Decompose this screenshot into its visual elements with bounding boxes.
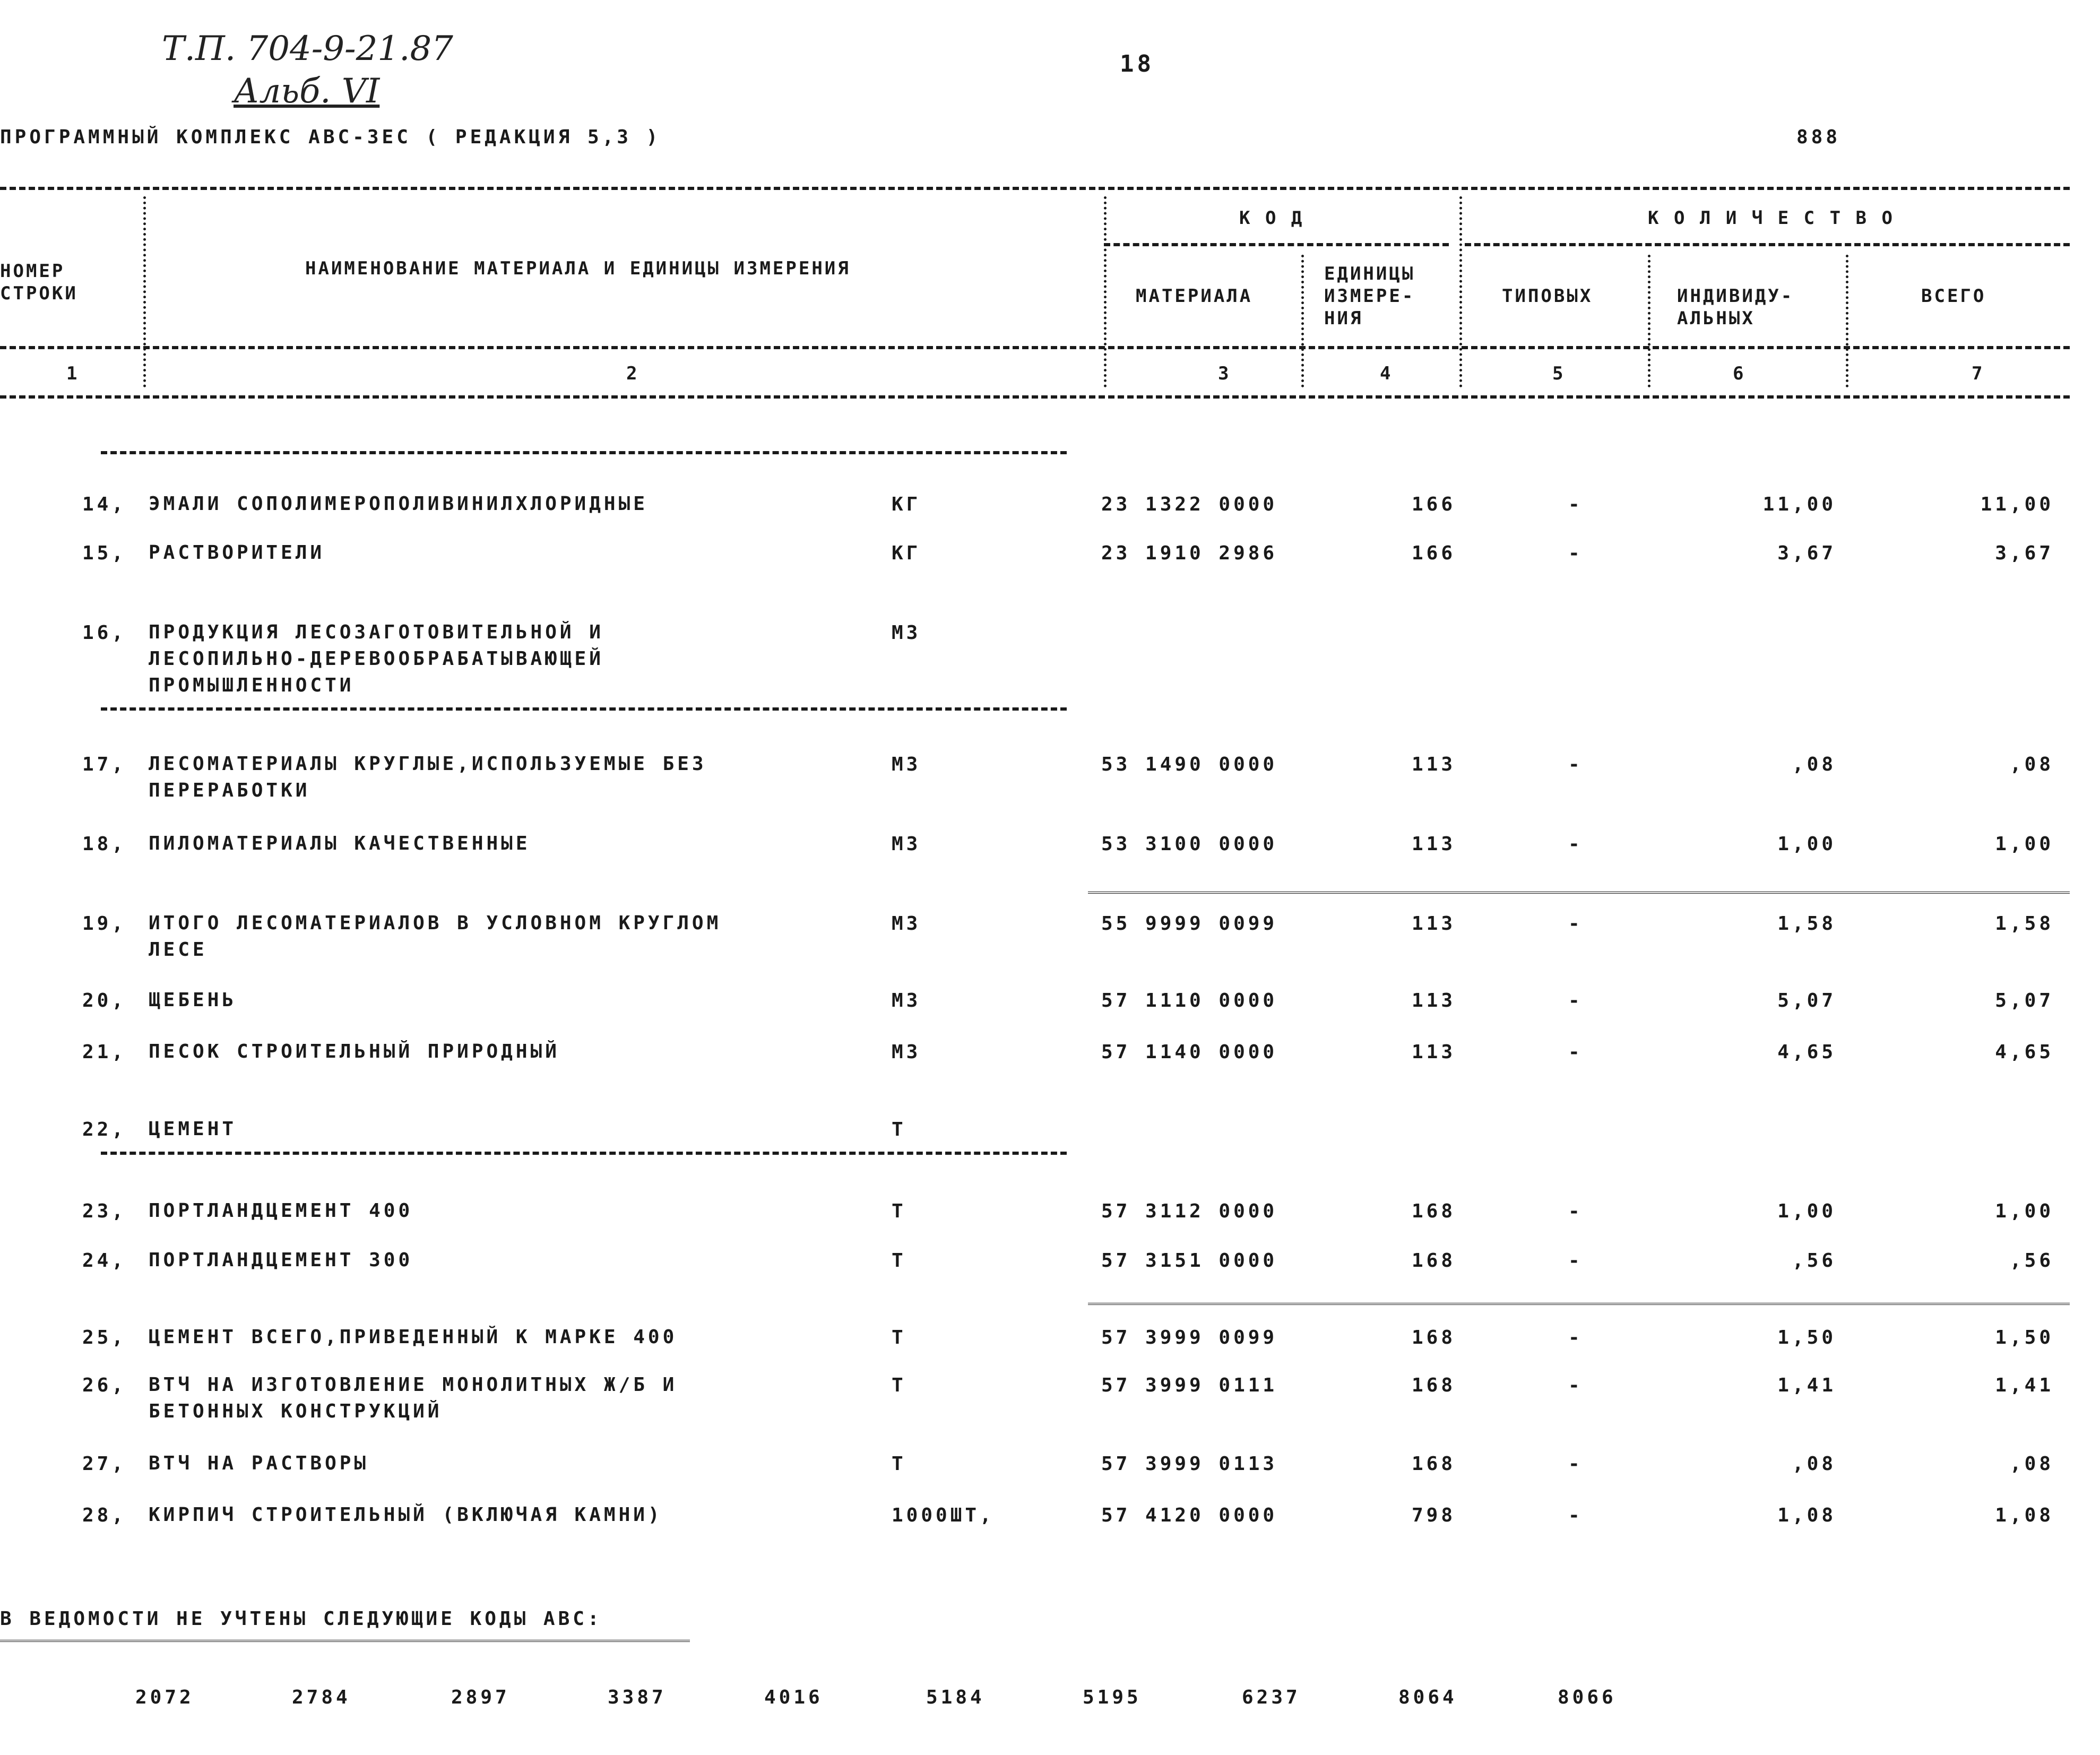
row-qty-typical: - [1568, 833, 1583, 855]
column-divider [1301, 255, 1304, 387]
header-qty-typical: ТИПОВЫХ [1502, 286, 1593, 307]
header-code-group: К О Д [1239, 208, 1304, 229]
handwritten-album-number: Альб. VI [234, 72, 380, 111]
row-qty-total: 1,08 [1995, 1505, 2054, 1526]
row-qty-typical: - [1568, 1374, 1583, 1396]
row-qty-individual: ,08 [1792, 754, 1836, 775]
header-row-number: НОМЕР СТРОКИ [0, 261, 78, 304]
row-unit-code: 113 [1412, 1041, 1456, 1063]
row-qty-individual: 11,00 [1762, 494, 1836, 515]
row-qty-total: 1,00 [1995, 1200, 2054, 1222]
row-material-code: 57 3112 0000 [1101, 1200, 1278, 1222]
row-number: 27, [82, 1453, 127, 1475]
row-qty-individual: 5,07 [1777, 990, 1836, 1011]
header-mid-rule [0, 346, 2070, 349]
row-material-code: 55 9999 0099 [1101, 913, 1278, 935]
row-material-name: ПИЛОМАТЕРИАЛЫ КАЧЕСТВЕННЫЕ [149, 833, 531, 854]
row-material-code: 23 1910 2986 [1101, 542, 1278, 564]
row-qty-individual: 1,58 [1777, 913, 1836, 935]
header-quantity-group: К О Л И Ч Е С Т В О [1648, 208, 1895, 229]
section-separator [101, 707, 1067, 711]
row-material-code: 57 3999 0113 [1101, 1453, 1278, 1475]
row-unit-code: 168 [1412, 1327, 1456, 1348]
row-material-name: ПОРТЛАНДЦЕМЕНТ 300 [149, 1249, 413, 1271]
header-top-rule [0, 187, 2070, 190]
row-unit-code: 798 [1412, 1505, 1456, 1526]
row-unit: М3 [892, 622, 921, 644]
column-divider [1648, 255, 1650, 387]
footer-note-underline [0, 1640, 690, 1645]
row-unit: КГ [892, 494, 921, 515]
row-qty-total: 11,00 [1980, 494, 2054, 515]
skipped-code: 6237 [1242, 1687, 1301, 1708]
row-material-code: 53 3100 0000 [1101, 833, 1278, 855]
row-unit-code: 168 [1412, 1200, 1456, 1222]
header-code-material: МАТЕРИАЛА [1136, 286, 1253, 307]
column-number: 6 [1733, 363, 1746, 384]
row-material-code: 57 3999 0099 [1101, 1327, 1278, 1348]
row-qty-typical: - [1568, 1041, 1583, 1063]
row-unit: М3 [892, 990, 921, 1011]
header-qty-individual: ИНДИВИДУ- АЛЬНЫХ [1677, 286, 1794, 329]
row-qty-typical: - [1568, 494, 1583, 515]
header-bottom-rule [0, 395, 2070, 399]
row-qty-total: 4,65 [1995, 1041, 2054, 1063]
row-unit: Т [892, 1453, 906, 1475]
column-number: 1 [66, 363, 80, 384]
row-unit-code: 113 [1412, 913, 1456, 935]
row-material-name: ЛЕСОМАТЕРИАЛЫ КРУГЛЫЕ,ИСПОЛЬЗУЕМЫЕ БЕЗ ПЕРЕРАБОТКИ [149, 753, 707, 801]
column-number: 7 [1972, 363, 1985, 384]
row-material-name: РАСТВОРИТЕЛИ [149, 542, 325, 564]
row-qty-total: 1,41 [1995, 1374, 2054, 1396]
row-qty-individual: 4,65 [1777, 1041, 1836, 1063]
row-qty-typical: - [1568, 754, 1583, 775]
column-number: 5 [1552, 363, 1566, 384]
row-unit-code: 113 [1412, 990, 1456, 1011]
row-qty-total: 1,00 [1995, 833, 2054, 855]
footer-note: В ВЕДОМОСТИ НЕ УЧТЕНЫ СЛЕДУЮЩИЕ КОДЫ АВС: [0, 1608, 602, 1630]
row-qty-individual: 1,41 [1777, 1374, 1836, 1396]
page-number: 18 [1120, 50, 1154, 77]
row-qty-individual: 1,00 [1777, 1200, 1836, 1222]
row-unit: М3 [892, 754, 921, 775]
skipped-code: 4016 [764, 1687, 823, 1708]
row-material-name: ЦЕМЕНТ ВСЕГО,ПРИВЕДЕННЫЙ К МАРКЕ 400 [149, 1326, 678, 1348]
skipped-code: 2784 [292, 1687, 351, 1708]
row-qty-typical: - [1568, 913, 1583, 935]
row-qty-total: ,08 [2009, 754, 2054, 775]
header-material-name: НАИМЕНОВАНИЕ МАТЕРИАЛА И ЕДИНИЦЫ ИЗМЕРЕНИЯ [305, 258, 851, 279]
row-material-name: ЩЕБЕНЬ [149, 989, 237, 1011]
row-unit-code: 113 [1412, 754, 1456, 775]
row-number: 17, [82, 754, 127, 775]
handwritten-project-number: Т.П. 704-9-21.87 [162, 29, 453, 68]
header-qty-total: ВСЕГО [1921, 286, 1986, 307]
document-code: 888 [1796, 126, 1841, 148]
row-qty-typical: - [1568, 1200, 1583, 1222]
row-material-code: 53 1490 0000 [1101, 754, 1278, 775]
row-qty-total: 1,58 [1995, 913, 2054, 935]
row-unit: М3 [892, 833, 921, 855]
row-qty-individual: 1,08 [1777, 1505, 1836, 1526]
row-number: 20, [82, 990, 127, 1011]
row-qty-typical: - [1568, 542, 1583, 564]
row-unit: КГ [892, 542, 921, 564]
row-unit-code: 168 [1412, 1453, 1456, 1475]
column-divider [1459, 196, 1462, 387]
row-qty-typical: - [1568, 1453, 1583, 1475]
row-material-name: ПЕСОК СТРОИТЕЛЬНЫЙ ПРИРОДНЫЙ [149, 1041, 560, 1062]
row-material-name: ПОРТЛАНДЦЕМЕНТ 400 [149, 1200, 413, 1222]
row-material-name: ЭМАЛИ СОПОЛИМЕРОПОЛИВИНИЛХЛОРИДНЫЕ [149, 493, 648, 515]
column-divider [1846, 255, 1848, 387]
column-number: 2 [626, 363, 639, 384]
row-material-name: КИРПИЧ СТРОИТЕЛЬНЫЙ (ВКЛЮЧАЯ КАМНИ) [149, 1504, 663, 1526]
row-number: 15, [82, 542, 127, 564]
row-qty-total: ,08 [2009, 1453, 2054, 1475]
row-material-code: 57 1140 0000 [1101, 1041, 1278, 1063]
row-number: 22, [82, 1119, 127, 1140]
row-material-code: 23 1322 0000 [1101, 494, 1278, 515]
row-number: 25, [82, 1327, 127, 1348]
skipped-code: 5195 [1083, 1687, 1142, 1708]
row-unit-code: 168 [1412, 1374, 1456, 1396]
row-qty-individual: 1,00 [1777, 833, 1836, 855]
row-unit: М3 [892, 1041, 921, 1063]
code-group-rule [1104, 243, 1449, 246]
row-unit: Т [892, 1119, 906, 1140]
skipped-code: 2072 [135, 1687, 194, 1708]
row-number: 18, [82, 833, 127, 855]
row-number: 23, [82, 1200, 127, 1222]
row-material-code: 57 3151 0000 [1101, 1250, 1278, 1272]
header-code-unit: ЕДИНИЦЫ ИЗМЕРЕ- НИЯ [1324, 263, 1415, 329]
skipped-code: 5184 [926, 1687, 985, 1708]
row-material-name: ПРОДУКЦИЯ ЛЕСОЗАГОТОВИТЕЛЬНОЙ И ЛЕСОПИЛЬНО-ДЕРЕВООБРАБАТЫВАЮЩЕЙ ПРОМЫШЛЕННОСТИ [149, 621, 604, 696]
row-material-code: 57 1110 0000 [1101, 990, 1278, 1011]
row-number: 21, [82, 1041, 127, 1063]
row-material-code: 57 3999 0111 [1101, 1374, 1278, 1396]
row-material-name: ВТЧ НА РАСТВОРЫ [149, 1453, 369, 1474]
row-qty-individual: ,08 [1792, 1453, 1836, 1475]
skipped-code: 8066 [1558, 1687, 1617, 1708]
row-qty-individual: 3,67 [1777, 542, 1836, 564]
skipped-code: 8064 [1398, 1687, 1457, 1708]
row-material-code: 57 4120 0000 [1101, 1505, 1278, 1526]
row-qty-individual: ,56 [1792, 1250, 1836, 1272]
row-number: 19, [82, 913, 127, 935]
section-separator [101, 451, 1067, 454]
row-unit-code: 168 [1412, 1250, 1456, 1272]
qty-group-rule [1465, 243, 2070, 246]
row-qty-typical: - [1568, 990, 1583, 1011]
row-qty-total: 5,07 [1995, 990, 2054, 1011]
row-number: 14, [82, 494, 127, 515]
row-qty-typical: - [1568, 1327, 1583, 1348]
row-unit: Т [892, 1327, 906, 1348]
row-unit-code: 166 [1412, 494, 1456, 515]
row-material-name: ИТОГО ЛЕСОМАТЕРИАЛОВ В УСЛОВНОМ КРУГЛОМ ЛЕСЕ [149, 912, 722, 961]
subtotal-separator [1088, 892, 2070, 897]
row-qty-total: 1,50 [1995, 1327, 2054, 1348]
row-number: 24, [82, 1250, 127, 1272]
row-material-name: ЦЕМЕНТ [149, 1118, 237, 1140]
row-qty-typical: - [1568, 1505, 1583, 1526]
row-unit-code: 113 [1412, 833, 1456, 855]
row-unit-code: 166 [1412, 542, 1456, 564]
row-qty-individual: 1,50 [1777, 1327, 1836, 1348]
row-number: 16, [82, 622, 127, 644]
row-qty-typical: - [1568, 1250, 1583, 1272]
row-unit: Т [892, 1200, 906, 1222]
program-title: ПРОГРАММНЫЙ КОМПЛЕКС АВС-3ЕС ( РЕДАКЦИЯ 5,3 ) [0, 126, 661, 148]
row-unit: Т [892, 1374, 906, 1396]
row-unit: М3 [892, 913, 921, 935]
column-divider [143, 196, 146, 387]
column-number: 4 [1380, 363, 1393, 384]
row-unit: 1000ШТ, [892, 1505, 995, 1526]
row-number: 26, [82, 1374, 127, 1396]
row-qty-total: ,56 [2009, 1250, 2054, 1272]
skipped-code: 3387 [608, 1687, 667, 1708]
column-number: 3 [1218, 363, 1231, 384]
subtotal-separator [1088, 1303, 2070, 1308]
row-number: 28, [82, 1505, 127, 1526]
row-unit: Т [892, 1250, 906, 1272]
row-material-name: ВТЧ НА ИЗГОТОВЛЕНИЕ МОНОЛИТНЫХ Ж/Б И БЕТОННЫХ КОНСТРУКЦИЙ [149, 1374, 678, 1422]
column-divider [1104, 196, 1107, 387]
skipped-code: 2897 [451, 1687, 510, 1708]
row-qty-total: 3,67 [1995, 542, 2054, 564]
section-separator [101, 1152, 1067, 1155]
